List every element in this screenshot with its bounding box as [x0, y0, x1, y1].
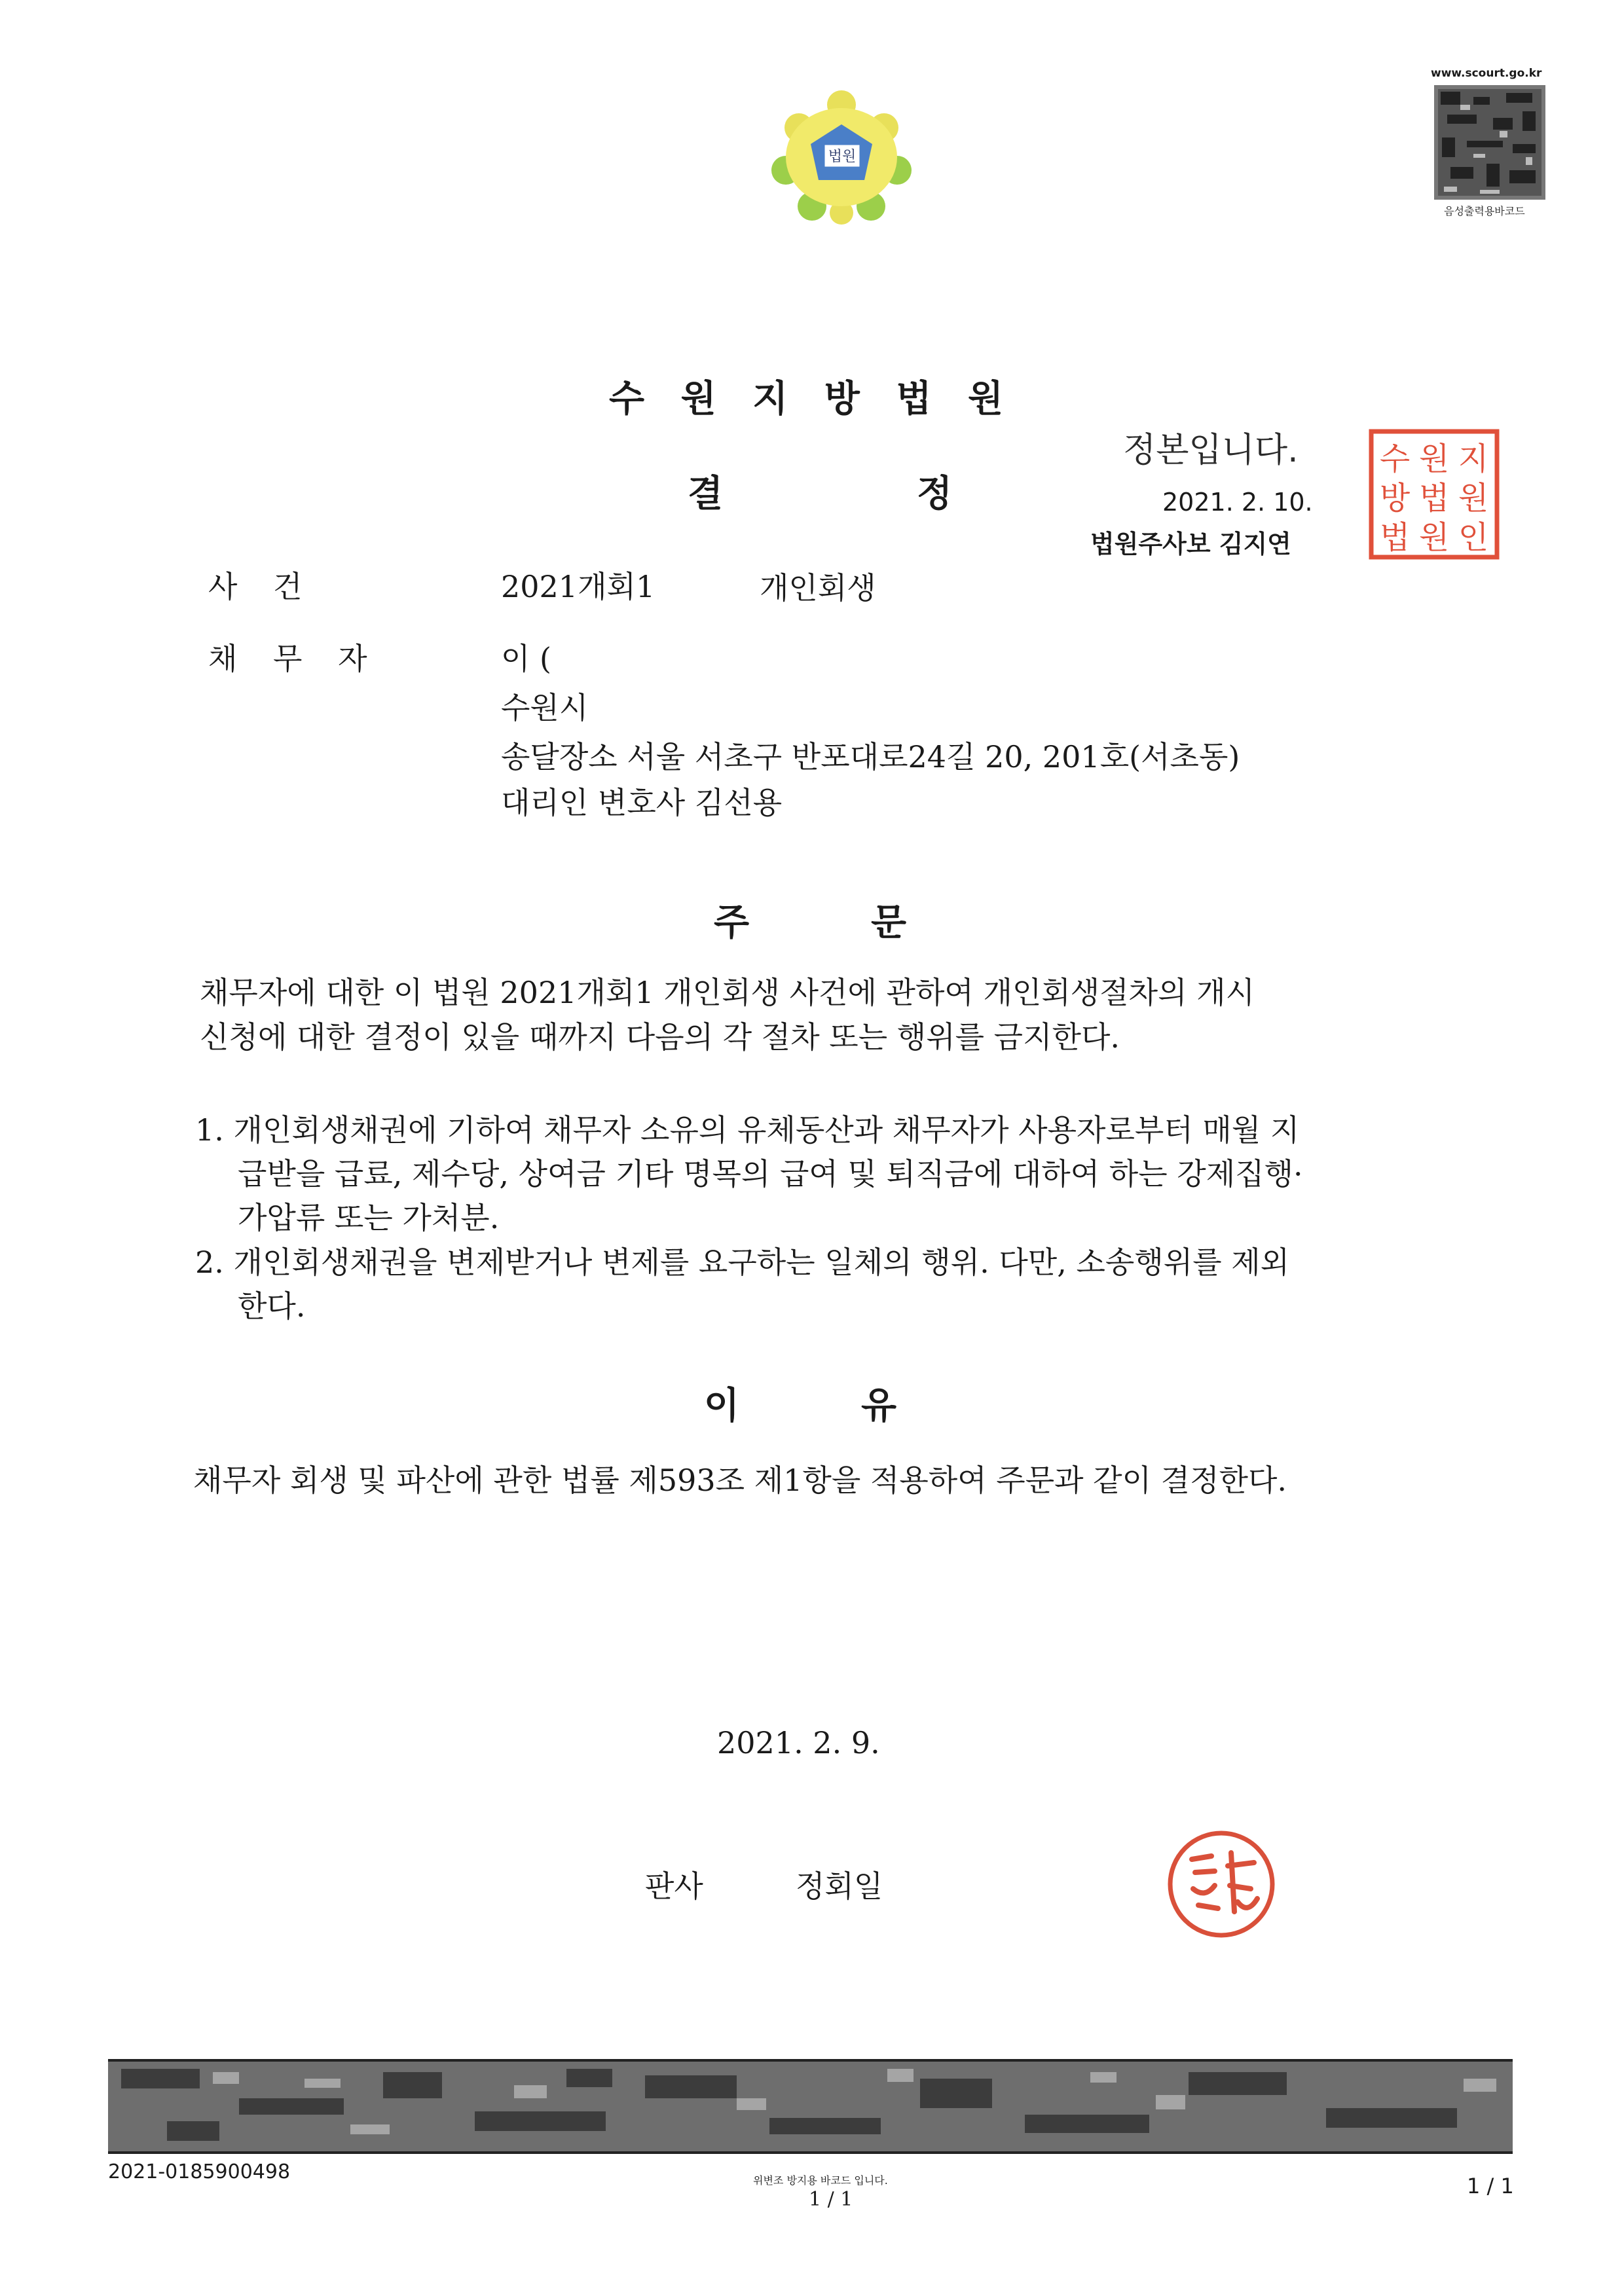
reason-heading-char-2: 유	[861, 1385, 897, 1427]
certified-copy-note: 정본입니다.	[1123, 431, 1299, 470]
order-text-line: 채무자에 대한 이 법원 2021개회1 개인회생 사건에 관하여 개인회생절차의 개시	[200, 975, 1255, 1010]
debtor-name-redacted: 이 (	[501, 641, 552, 676]
attorney: 대리인 변호사 김선용	[501, 785, 783, 820]
order-item-1-line: 급받을 급료, 제수당, 상여금 기타 명목의 급여 및 퇴직금에 대하여 하는 강제집행·	[238, 1156, 1303, 1192]
svg-text:법: 법	[1418, 480, 1450, 517]
case-number: 2021개회1	[501, 569, 655, 604]
court-clerk-seal	[1369, 429, 1500, 560]
svg-text:원: 원	[1418, 519, 1450, 556]
order-heading-char-1: 주	[714, 902, 750, 944]
case-label: 사 건	[208, 569, 303, 604]
order-heading-char-2: 문	[871, 902, 907, 944]
svg-text:원: 원	[1418, 441, 1450, 477]
anti-forgery-barcode-image	[108, 2059, 1513, 2154]
debtor-label: 채 무 자	[208, 641, 367, 676]
document-id: 2021-0185900498	[108, 2160, 291, 2183]
court-emblem-logo	[753, 79, 930, 229]
order-item-2-line: 한다.	[238, 1288, 306, 1324]
debtor-address-redacted: 수원시	[501, 690, 589, 725]
court-name-title: 수 원 지 방 법 원	[609, 378, 1004, 420]
order-item-1-line: 1. 개인회생채권에 기하여 채무자 소유의 유체동산과 채무자가 사용자로부터 매월 지	[195, 1112, 1300, 1148]
document-kind-char-2: 정	[917, 473, 953, 515]
svg-text:법원: 법원	[828, 149, 857, 165]
document-kind-char-1: 결	[688, 473, 724, 515]
certifying-clerk: 법원주사보 김지연	[1090, 530, 1291, 558]
judge-title: 판사	[645, 1868, 703, 1904]
decision-date: 2021. 2. 9.	[717, 1725, 880, 1760]
order-text-line: 신청에 대한 결정이 있을 때까지 다음의 각 절차 또는 행위를 금지한다.	[200, 1019, 1120, 1055]
delivery-address: 송달장소 서울 서초구 반포대로24길 20, 201호(서초동)	[501, 739, 1240, 774]
svg-text:지: 지	[1458, 441, 1489, 477]
barcode-note: 위변조 방지용 바코드 입니다.	[753, 2174, 888, 2187]
svg-text:원: 원	[1458, 480, 1489, 517]
audio-barcode-image	[1434, 85, 1545, 200]
judge-name: 정회일	[796, 1868, 883, 1904]
svg-text:수: 수	[1379, 441, 1411, 477]
qr-caption: 음성출력용바코드	[1444, 205, 1525, 217]
case-type: 개인회생	[760, 570, 876, 606]
order-item-2-line: 2. 개인회생채권을 변제받거나 변제를 요구하는 일체의 행위. 다만, 소송행위를 제외	[195, 1245, 1290, 1280]
qr-url: www.scourt.go.kr	[1431, 67, 1542, 80]
order-item-1-line: 가압류 또는 가처분.	[238, 1200, 500, 1235]
certification-date: 2021. 2. 10.	[1162, 488, 1313, 517]
reason-text-line: 채무자 회생 및 파산에 관한 법률 제593조 제1항을 적용하여 주문과 같이 결정한다.	[193, 1463, 1287, 1498]
judge-seal	[1166, 1827, 1277, 1941]
page-number-center: 1 / 1	[809, 2188, 853, 2211]
svg-text:방: 방	[1379, 480, 1411, 517]
page-number-right: 1 / 1	[1467, 2174, 1514, 2198]
svg-text:인: 인	[1458, 519, 1489, 556]
svg-text:법: 법	[1379, 519, 1411, 556]
reason-heading-char-1: 이	[704, 1385, 740, 1427]
